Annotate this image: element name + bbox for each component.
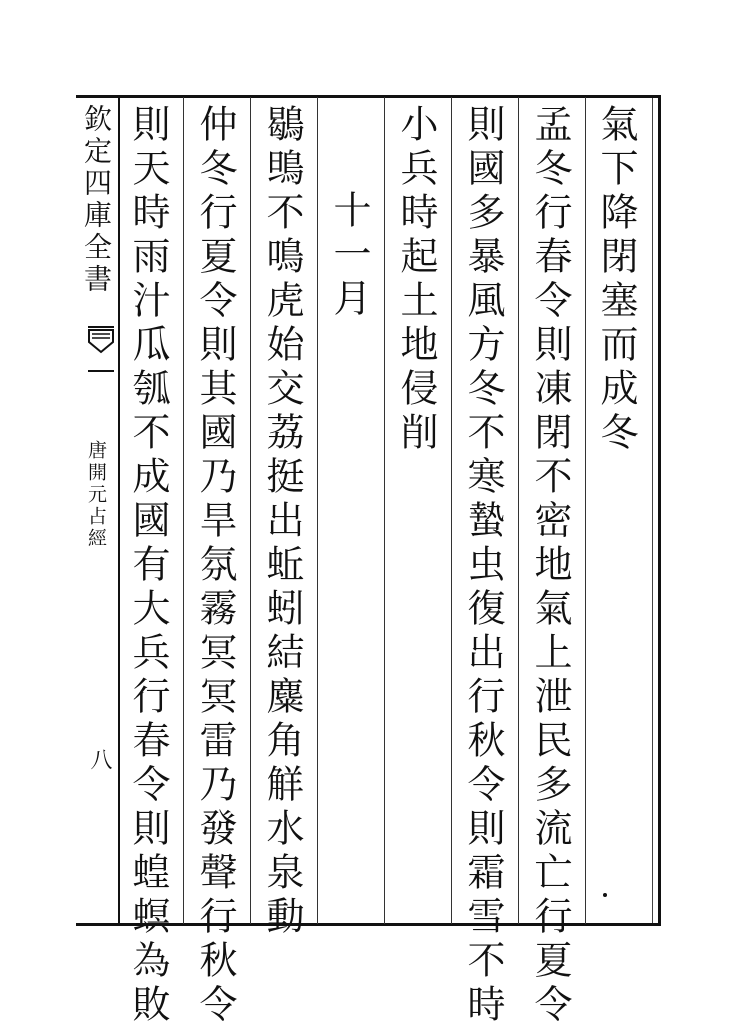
column-rule: [317, 97, 318, 924]
text-column-4: 小兵時起土地侵削: [394, 104, 438, 456]
border-top: [76, 95, 661, 98]
border-right-inner: [652, 98, 653, 923]
column-rule: [585, 97, 586, 924]
text-column-5-heading: 十一月: [327, 190, 371, 322]
text-column-2: 孟冬行春令則凍閉不密地氣上泄民多流亡行夏令: [528, 104, 572, 1028]
column-rule: [183, 97, 184, 924]
column-rule: [518, 97, 519, 924]
text-column-8: 則天時雨汁瓜瓠不成國有大兵行春令則蝗螟為敗: [126, 104, 170, 1028]
column-rule: [250, 97, 251, 924]
text-column-3: 則國多暴風方冬不寒蟄虫復出行秋令則霜雪不時: [461, 104, 505, 1028]
fish-tail-line-bottom: [88, 370, 114, 372]
text-column-6: 鶡鴠不鳴虎始交荔挺出蚯蚓結麋角觧水泉動: [260, 104, 304, 940]
ink-dot: [603, 893, 607, 897]
column-rule: [451, 97, 452, 924]
border-left: [118, 95, 120, 926]
column-rule: [384, 97, 385, 924]
book-title: 欽定四庫全書: [80, 104, 113, 296]
text-column-1: 氣下降閉塞而成冬: [594, 104, 638, 456]
page-number: 八: [87, 748, 112, 770]
text-column-7: 仲冬行夏令則其國乃旱氛霧冥冥雷乃發聲行秋令: [193, 104, 237, 1028]
border-right: [658, 95, 661, 926]
section-title: 唐開元占經: [85, 440, 107, 550]
fish-tail-ornament: [88, 328, 114, 368]
